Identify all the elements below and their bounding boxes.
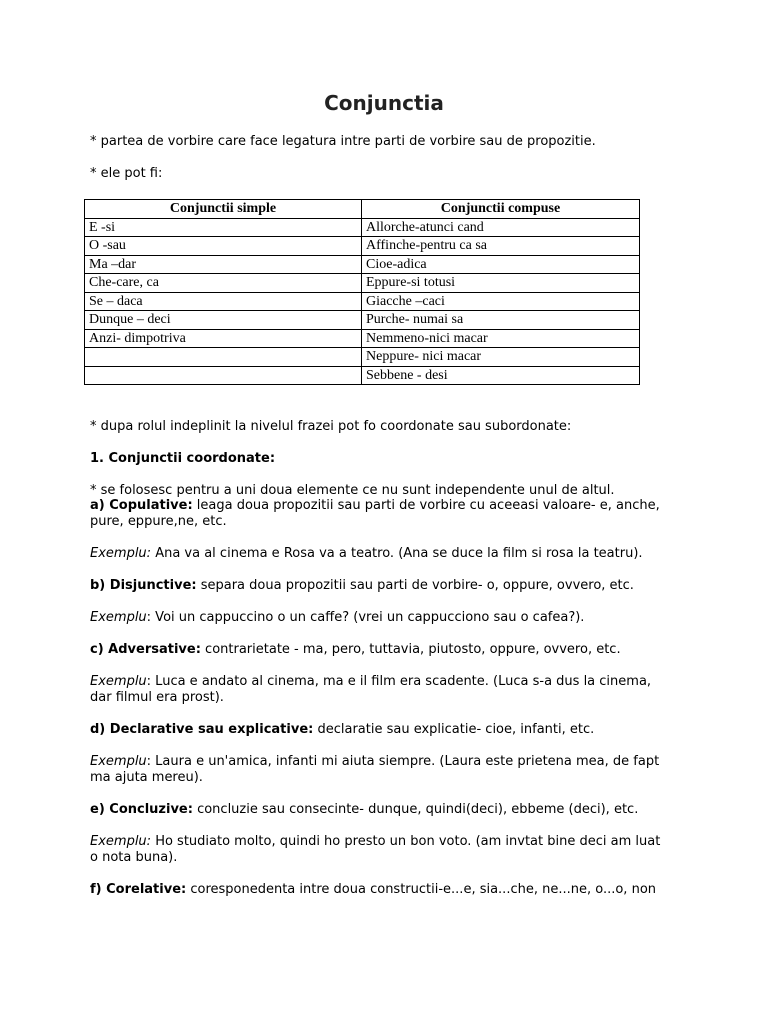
item-text: separa doua propozitii sau parti de vorbire- o, oppure, ovvero, etc. (196, 578, 634, 593)
example-text: Ho studiato molto, quindi ho presto un bon voto. (am invtat bine deci am luat (151, 834, 661, 849)
simple-conjunction-cell: E -si (85, 218, 362, 237)
simple-conjunction-cell: Se – daca (85, 292, 362, 311)
item-label: d) Declarative sau explicative: (90, 722, 314, 737)
compound-conjunction-cell: Giacche –caci (362, 292, 640, 311)
compound-conjunction-cell: Eppure-si totusi (362, 274, 640, 293)
example-label: Exemplu (90, 674, 147, 689)
item-concluzive (90, 802, 690, 818)
example-declarative (90, 754, 690, 770)
simple-conjunction-cell: Dunque – deci (85, 311, 362, 330)
simple-conjunction-cell (85, 366, 362, 385)
example-adversative (90, 674, 690, 690)
example-concluzive (90, 834, 690, 850)
table-row (85, 255, 640, 274)
table-row (85, 292, 640, 311)
table-row (85, 366, 640, 385)
after-table-text: * dupa rolul indeplinit la nivelul frazei pot fo coordonate sau subordonate: (90, 419, 572, 434)
item-label: a) Copulative: (90, 498, 193, 513)
compound-conjunction-cell: Cioe-adica (362, 255, 640, 274)
example-label: Exemplu (90, 754, 147, 769)
example-label: Exemplu (90, 610, 147, 625)
conjunctions-table (84, 199, 640, 385)
item-label: c) Adversative: (90, 642, 201, 657)
item-label: b) Disjunctive: (90, 578, 197, 593)
compound-conjunction-cell: Nemmeno-nici macar (362, 329, 640, 348)
table-header-cell: Conjunctii simple (85, 200, 362, 219)
example-label: Exemplu: (90, 546, 152, 561)
section-intro: * se folosesc pentru a uni doua elemente ce nu sunt independente unul de altul. (90, 483, 615, 498)
table-row (85, 218, 640, 237)
item-label: f) Corelative: (90, 882, 187, 897)
item-corelative (90, 882, 690, 898)
table-row (85, 348, 640, 367)
example-text: : Luca e andato al cinema, ma e il film era scadente. (Luca s-a dus la cinema, (146, 674, 652, 689)
compound-conjunction-cell: Purche- numai sa (362, 311, 640, 330)
simple-conjunction-cell: Anzi- dimpotriva (85, 329, 362, 348)
table-row (85, 237, 640, 256)
section-heading: 1. Conjunctii coordonate: (90, 451, 276, 466)
example-text: : Laura e un'amica, infanti mi aiuta siempre. (Laura este prietena mea, de fapt (146, 754, 660, 769)
example-text-continued: dar filmul era prost). (90, 690, 224, 705)
item-text: coresponedenta intre doua constructii-e...e, sia...che, ne...ne, o...o, non (186, 882, 657, 897)
item-adversative (90, 642, 690, 658)
compound-conjunction-cell: Sebbene - desi (362, 366, 640, 385)
item-label: e) Concluzive: (90, 802, 193, 817)
example-text-continued: ma ajuta mereu). (90, 770, 203, 785)
compound-conjunction-cell: Neppure- nici macar (362, 348, 640, 367)
item-text: concluzie sau consecinte- dunque, quindi(deci), ebbeme (deci), etc. (192, 802, 639, 817)
example-disjunctive (90, 610, 690, 626)
simple-conjunction-cell (85, 348, 362, 367)
item-text: leaga doua propozitii sau parti de vorbire cu aceeasi valoare- e, anche, (192, 498, 660, 513)
item-declarative (90, 722, 690, 738)
compound-conjunction-cell: Affinche-pentru ca sa (362, 237, 640, 256)
item-text-continued: pure, eppure,ne, etc. (90, 514, 227, 529)
page-title: Conjunctia (324, 91, 444, 115)
item-text: declaratie sau explicatie- cioe, infanti, etc. (313, 722, 595, 737)
table-row (85, 274, 640, 293)
simple-conjunction-cell: Ma –dar (85, 255, 362, 274)
item-copulative (90, 498, 690, 514)
intro-list-lead: * ele pot fi: (90, 166, 163, 181)
item-disjunctive (90, 578, 690, 594)
example-text: Ana va al cinema e Rosa va a teatro. (Ana se duce la film si rosa la teatru). (151, 546, 643, 561)
example-text: : Voi un cappuccino o un caffe? (vrei un cappucciono sau o cafea?). (146, 610, 585, 625)
table-row (85, 311, 640, 330)
compound-conjunction-cell: Allorche-atunci cand (362, 218, 640, 237)
intro-definition: * partea de vorbire care face legatura intre parti de vorbire sau de propozitie. (90, 134, 596, 149)
table-row (85, 329, 640, 348)
example-label: Exemplu: (90, 834, 152, 849)
item-text: contrarietate - ma, pero, tuttavia, piutosto, oppure, ovvero, etc. (200, 642, 621, 657)
example-copulative (90, 546, 690, 562)
example-text-continued: o nota buna). (90, 850, 178, 865)
simple-conjunction-cell: Che-care, ca (85, 274, 362, 293)
table-header-cell: Conjunctii compuse (362, 200, 640, 219)
simple-conjunction-cell: O -sau (85, 237, 362, 256)
table-header-row (85, 200, 640, 219)
